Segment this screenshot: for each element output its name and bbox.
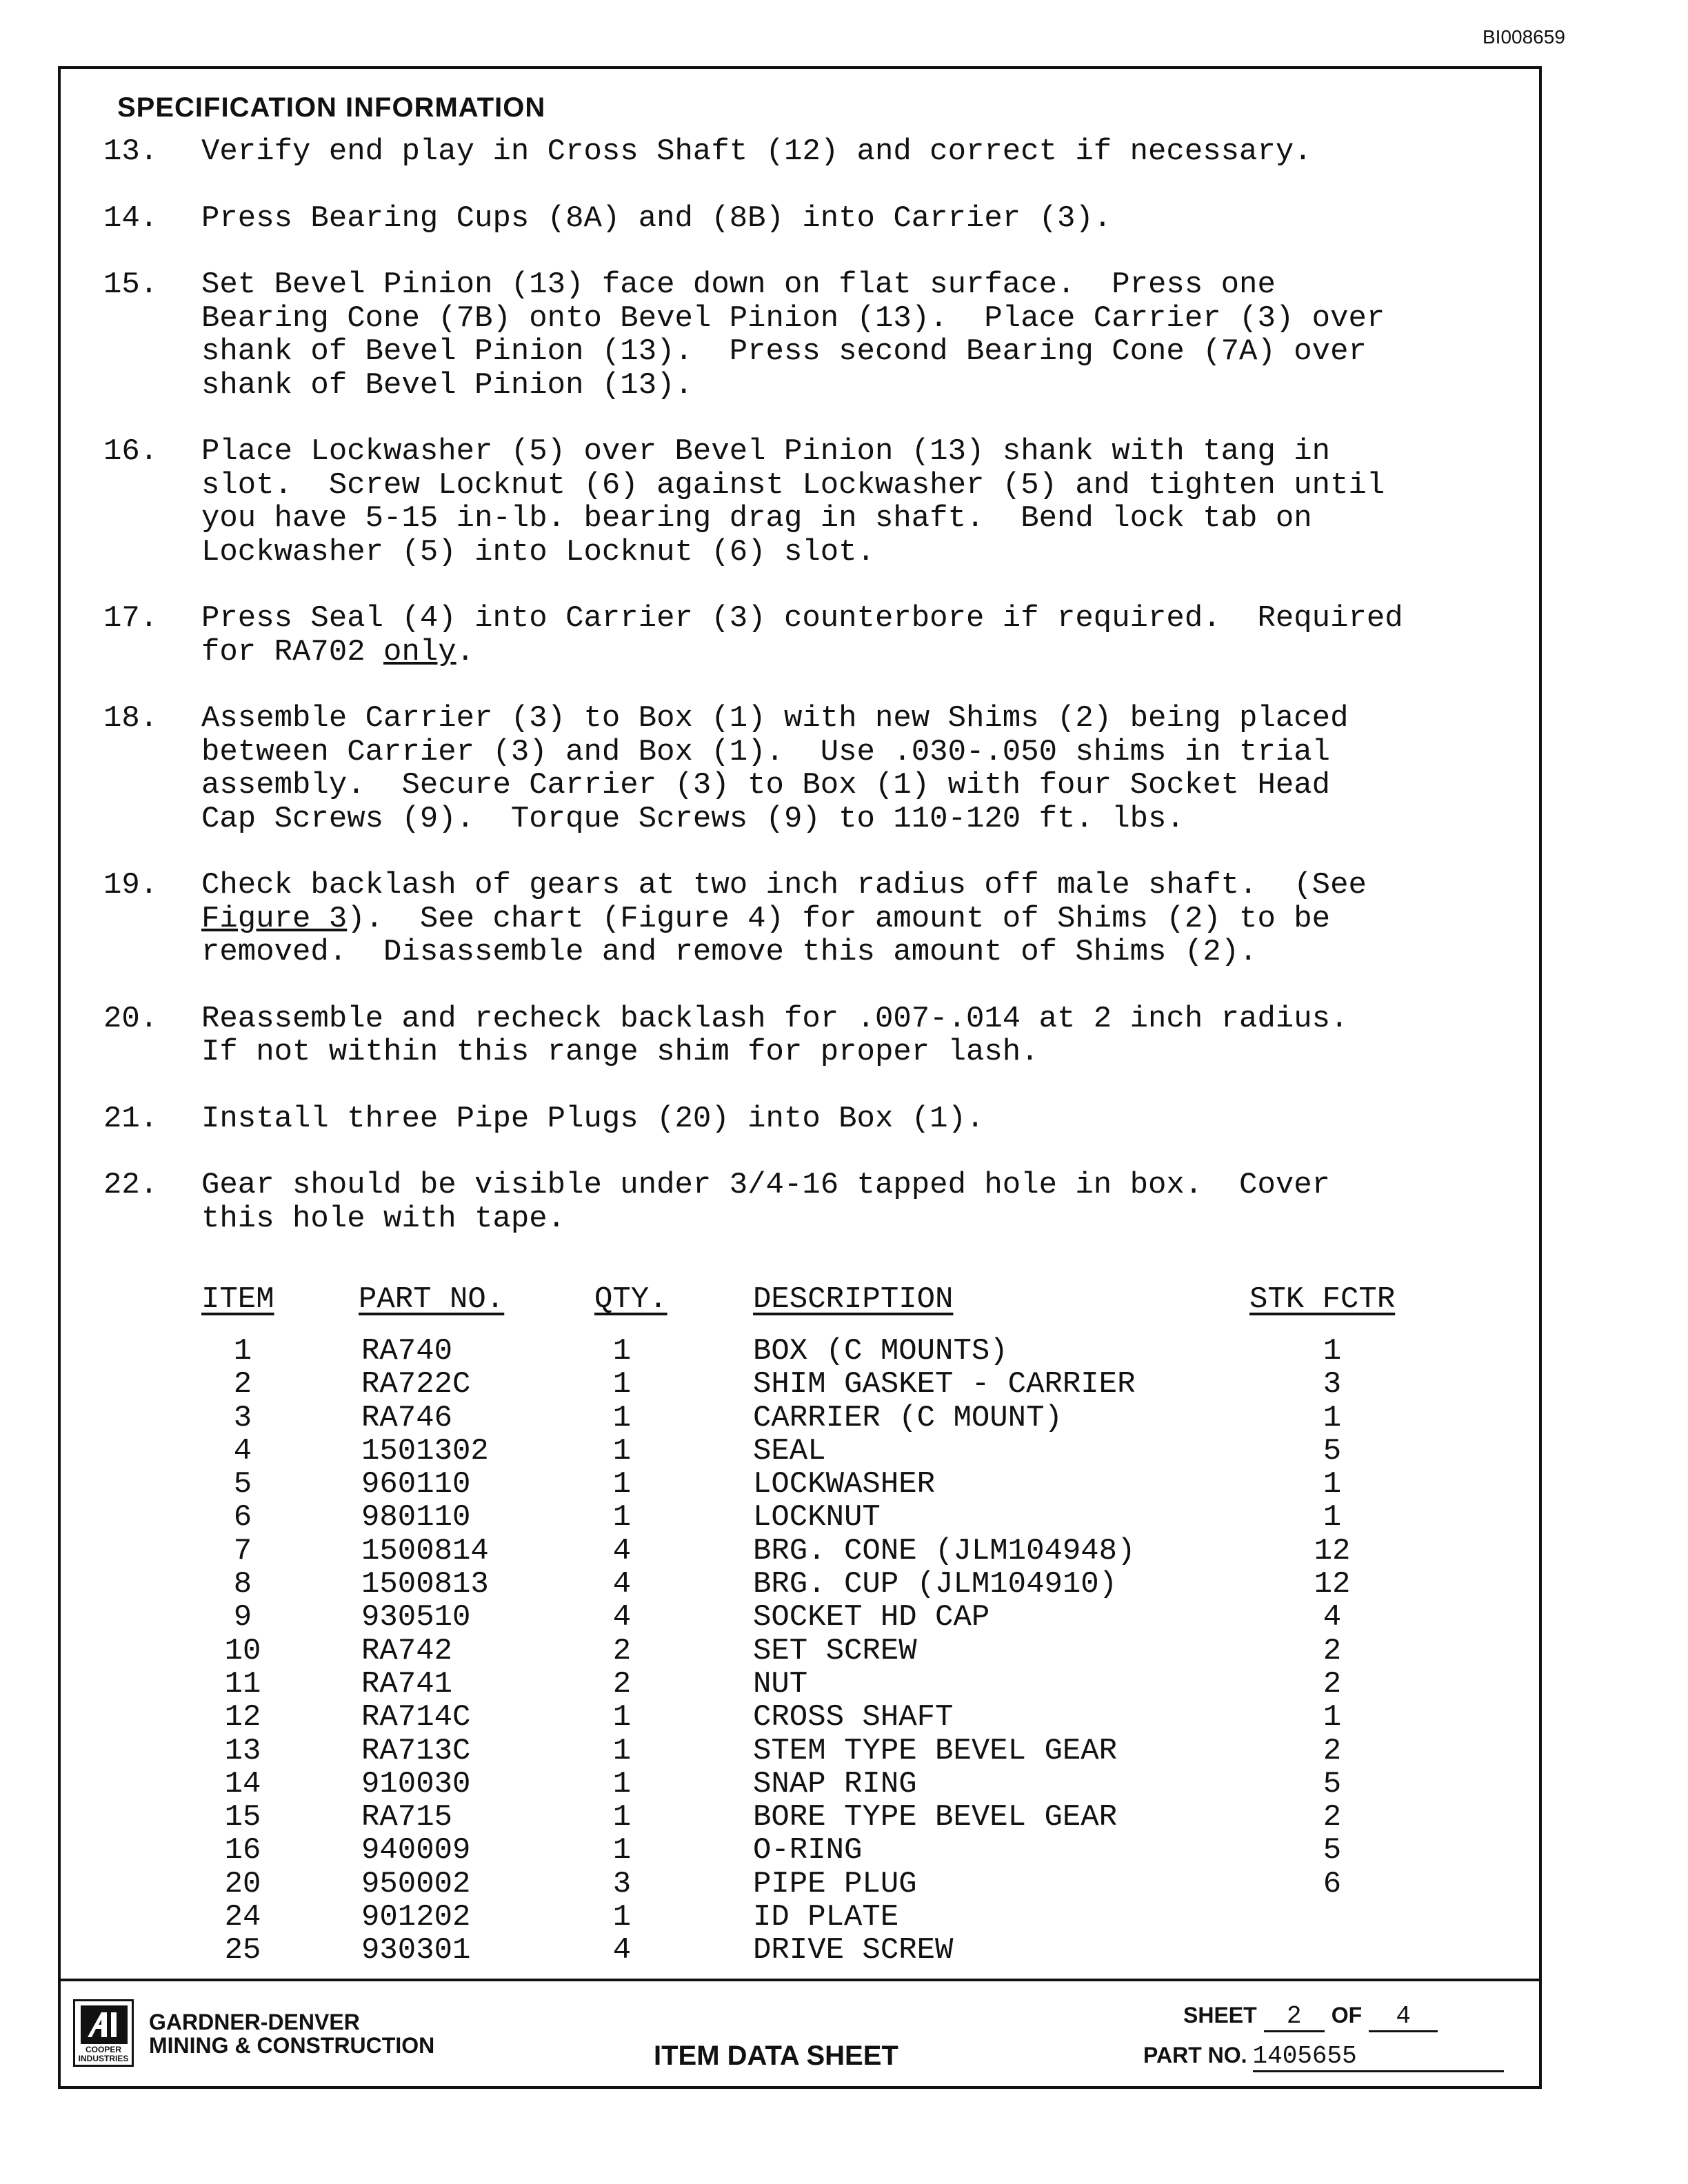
cell-part-no: 950002 [361, 1866, 471, 1901]
company-line-1: GARDNER-DENVER [149, 2010, 360, 2034]
logo-mark-icon [81, 2005, 128, 2044]
table-row [201, 1735, 1511, 1768]
header-part-no: PART NO. [359, 1282, 505, 1317]
cell-stk-fctr: 12 [1314, 1533, 1351, 1568]
cell-item: 20 [224, 1866, 261, 1901]
cell-part-no: RA741 [361, 1666, 453, 1701]
cell-part-no: 1500814 [361, 1533, 489, 1568]
cell-stk-fctr: 1 [1323, 1334, 1342, 1368]
cell-item: 16 [224, 1833, 261, 1868]
cell-stk-fctr: 2 [1323, 1800, 1342, 1835]
logo-caption: COOPER INDUSTRIES [78, 2045, 129, 2063]
cell-part-no: 960110 [361, 1467, 471, 1502]
cell-stk-fctr: 1 [1323, 1400, 1342, 1435]
step-number: 19. [103, 868, 159, 902]
step-number: 16. [103, 434, 159, 469]
cell-stk-fctr: 2 [1323, 1733, 1342, 1768]
cell-stk-fctr: 5 [1323, 1833, 1342, 1868]
table-row [201, 1801, 1511, 1834]
cell-description: BRG. CUP (JLM104910) [753, 1567, 1118, 1602]
step-line: shank of Bevel Pinion (13). [201, 367, 693, 403]
cell-qty: 1 [612, 1766, 632, 1801]
cell-part-no: RA746 [361, 1400, 453, 1435]
table-row [201, 1901, 1511, 1934]
cell-qty: 1 [612, 1500, 632, 1535]
step-line: you have 5-15 in-lb. bearing drag in shaft. Bend lock tab on [201, 501, 1312, 536]
step-number: 22. [103, 1168, 159, 1202]
cell-stk-fctr: 2 [1323, 1666, 1342, 1701]
cell-stk-fctr: 5 [1323, 1433, 1342, 1468]
cell-qty: 4 [612, 1567, 632, 1602]
cell-description: LOCKNUT [753, 1500, 881, 1535]
cell-part-no: 930301 [361, 1933, 471, 1968]
step-line-text: ). See chart (Figure 4) for amount of Shims (2) to be [347, 901, 1331, 936]
company-line-2: MINING & CONSTRUCTION [149, 2033, 435, 2058]
step [103, 702, 1524, 836]
step-number: 20. [103, 1001, 159, 1036]
cell-qty: 1 [612, 1334, 632, 1368]
step-number: 15. [103, 267, 159, 302]
cell-part-no: RA722C [361, 1367, 471, 1402]
table-row [201, 1501, 1511, 1534]
cell-qty: 3 [612, 1866, 632, 1901]
step-number: 18. [103, 701, 159, 736]
cell-description: NUT [753, 1666, 808, 1701]
cell-item: 10 [224, 1633, 261, 1668]
step-line [201, 902, 1367, 936]
cell-description: SET SCREW [753, 1633, 917, 1668]
step-line: Check backlash of gears at two inch radius off male shaft. (See [201, 868, 1367, 902]
step-underlined-text: only [383, 634, 456, 669]
table-row [201, 1768, 1511, 1801]
sheet-label: SHEET [1183, 2003, 1257, 2028]
step-line: Press Bearing Cups (8A) and (8B) into Carrier (3). [201, 201, 1112, 236]
sheet-title: ITEM DATA SHEET [654, 2041, 898, 2071]
company-logo [73, 1999, 134, 2067]
footer-divider [61, 1979, 1539, 1981]
step-underlined-text: Figure 3 [201, 901, 348, 936]
cell-description: CARRIER (C MOUNT) [753, 1400, 1063, 1435]
step-line: removed. Disassemble and remove this amount of Shims (2). [201, 935, 1258, 969]
step-line: Verify end play in Cross Shaft (12) and correct if necessary. [201, 134, 1312, 169]
part-number [1143, 2042, 1504, 2072]
table-row [201, 1701, 1511, 1734]
step-text [201, 268, 1385, 402]
table-row [201, 1635, 1511, 1668]
step-number: 17. [103, 601, 159, 636]
step [103, 135, 1524, 169]
step-line: between Carrier (3) and Box (1). Use .030-.050 shims in trial [201, 734, 1331, 769]
cell-qty: 4 [612, 1533, 632, 1568]
spec-heading: SPECIFICATION INFORMATION [117, 92, 546, 123]
table-row [201, 1601, 1511, 1634]
cell-item: 3 [233, 1400, 252, 1435]
cell-stk-fctr: 3 [1323, 1367, 1342, 1402]
step-line [201, 636, 1403, 669]
cell-item: 11 [224, 1666, 261, 1701]
cell-stk-fctr: 12 [1314, 1567, 1351, 1602]
cell-item: 24 [224, 1900, 261, 1935]
step [103, 1102, 1524, 1136]
cell-stk-fctr: 5 [1323, 1766, 1342, 1801]
of-label: OF [1331, 2003, 1363, 2028]
step [103, 602, 1524, 669]
company-name [149, 2010, 434, 2057]
cell-item: 1 [233, 1334, 252, 1368]
cell-description: O-RING [753, 1833, 863, 1868]
cell-item: 2 [233, 1367, 252, 1402]
step-number: 13. [103, 134, 159, 169]
step-line: Bearing Cone (7B) onto Bevel Pinion (13). Place Carrier (3) over [201, 301, 1385, 336]
cell-qty: 1 [612, 1833, 632, 1868]
cell-stk-fctr: 1 [1323, 1500, 1342, 1535]
instruction-steps [103, 135, 1524, 1268]
cell-item: 25 [224, 1933, 261, 1968]
step-line: Install three Pipe Plugs (20) into Box (1). [201, 1101, 985, 1136]
table-row [201, 1368, 1511, 1401]
cell-item: 8 [233, 1567, 252, 1602]
cell-item: 4 [233, 1433, 252, 1468]
step-line: Press Seal (4) into Carrier (3) counterbore if required. Required [201, 601, 1403, 636]
cell-stk-fctr: 4 [1323, 1600, 1342, 1635]
cell-description: BORE TYPE BEVEL GEAR [753, 1800, 1118, 1835]
cell-item: 6 [233, 1500, 252, 1535]
step-line: Assemble Carrier (3) to Box (1) with new Shims (2) being placed [201, 701, 1349, 736]
step-text [201, 202, 1112, 236]
sheet-number [1183, 2002, 1438, 2032]
cell-stk-fctr [1249, 1901, 1415, 1934]
table-row [201, 1435, 1511, 1468]
cell-item: 13 [224, 1733, 261, 1768]
cell-part-no: 930510 [361, 1600, 471, 1635]
table-header-row [201, 1282, 1511, 1317]
step-number: 21. [103, 1101, 159, 1136]
cell-description: SNAP RING [753, 1766, 917, 1801]
cell-description: SHIM GASKET - CARRIER [753, 1367, 1136, 1402]
cell-description: BOX (C MOUNTS) [753, 1334, 1008, 1368]
cell-description: LOCKWASHER [753, 1467, 936, 1502]
step-text [201, 435, 1385, 569]
cell-item: 5 [233, 1467, 252, 1502]
step-line: Place Lockwasher (5) over Bevel Pinion (13) shank with tang in [201, 434, 1331, 469]
step-line-text: . [456, 634, 475, 669]
cell-part-no: RA713C [361, 1733, 471, 1768]
document-id: BI008659 [1483, 26, 1565, 48]
table-row [201, 1868, 1511, 1901]
step-line: Cap Screws (9). Torque Screws (9) to 110-120 ft. lbs. [201, 801, 1185, 836]
step-line: assembly. Secure Carrier (3) to Box (1) with four Socket Head [201, 768, 1331, 802]
cell-qty: 1 [612, 1700, 632, 1735]
table-row [201, 1668, 1511, 1701]
header-qty: QTY. [594, 1282, 667, 1317]
cell-qty: 1 [612, 1400, 632, 1435]
cell-qty: 2 [612, 1666, 632, 1701]
table-row [201, 1535, 1511, 1568]
cell-qty: 2 [612, 1633, 632, 1668]
cell-item: 9 [233, 1600, 252, 1635]
cell-qty: 1 [612, 1733, 632, 1768]
step-text [201, 1002, 1348, 1069]
table-row [201, 1335, 1511, 1368]
of-value: 4 [1369, 2002, 1438, 2032]
cell-description: SEAL [753, 1433, 826, 1468]
cell-part-no: 910030 [361, 1766, 471, 1801]
cell-stk-fctr: 1 [1323, 1700, 1342, 1735]
step-text [201, 1102, 984, 1136]
cell-part-no: 980110 [361, 1500, 471, 1535]
step-line: shank of Bevel Pinion (13). Press second Bearing Cone (7A) over [201, 334, 1367, 369]
cell-stk-fctr [1249, 1934, 1415, 1967]
cell-item: 7 [233, 1533, 252, 1568]
cell-item: 12 [224, 1700, 261, 1735]
step [103, 202, 1524, 236]
step [103, 869, 1524, 969]
cell-stk-fctr: 1 [1323, 1467, 1342, 1502]
cell-part-no: RA715 [361, 1800, 453, 1835]
step-text [201, 135, 1312, 169]
step-text [201, 1169, 1330, 1235]
cell-description: PIPE PLUG [753, 1866, 917, 1901]
page-frame [58, 66, 1542, 2089]
cell-description: CROSS SHAFT [753, 1700, 954, 1735]
cell-part-no: RA742 [361, 1633, 453, 1668]
cell-part-no: RA714C [361, 1700, 471, 1735]
cell-part-no: 901202 [361, 1900, 471, 1935]
step-line: slot. Screw Locknut (6) against Lockwasher (5) and tighten until [201, 467, 1385, 503]
cell-qty: 1 [612, 1367, 632, 1402]
table-body [201, 1335, 1511, 1968]
header-stk-fctr: STK FCTR [1249, 1282, 1396, 1317]
cell-qty: 1 [612, 1433, 632, 1468]
step-text [201, 702, 1348, 836]
step [103, 268, 1524, 402]
cell-part-no: 1501302 [361, 1433, 489, 1468]
table-row [201, 1468, 1511, 1501]
cell-item: 14 [224, 1766, 261, 1801]
header-item: ITEM [201, 1282, 274, 1317]
cell-qty: 1 [612, 1800, 632, 1835]
cell-part-no: RA740 [361, 1334, 453, 1368]
cell-qty: 4 [612, 1933, 632, 1968]
table-row [201, 1402, 1511, 1435]
step-line: If not within this range shim for proper lash. [201, 1035, 1039, 1069]
step-text [201, 869, 1367, 969]
step-line: Lockwasher (5) into Locknut (6) slot. [201, 534, 875, 569]
cell-qty: 1 [612, 1900, 632, 1935]
parts-table [201, 1282, 1511, 1968]
step-line: Reassemble and recheck backlash for .007-.014 at 2 inch radius. [201, 1001, 1349, 1036]
cell-description: ID PLATE [753, 1900, 899, 1935]
table-row [201, 1934, 1511, 1967]
step-line: Set Bevel Pinion (13) face down on flat surface. Press one [201, 267, 1276, 302]
table-row [201, 1834, 1511, 1867]
step-text [201, 602, 1403, 669]
cell-part-no: 1500813 [361, 1567, 489, 1602]
cell-part-no: 940009 [361, 1833, 471, 1868]
header-description: DESCRIPTION [753, 1282, 954, 1317]
part-label: PART NO. [1143, 2043, 1247, 2067]
cell-stk-fctr: 2 [1323, 1633, 1342, 1668]
sheet-value: 2 [1264, 2002, 1325, 2032]
cell-item: 15 [224, 1800, 261, 1835]
cell-description: DRIVE SCREW [753, 1933, 954, 1968]
step [103, 1169, 1524, 1235]
step-line-text: for RA702 [201, 634, 384, 669]
part-value: 1405655 [1253, 2042, 1504, 2072]
cell-stk-fctr: 6 [1323, 1866, 1342, 1901]
cell-qty: 1 [612, 1467, 632, 1502]
step-number: 14. [103, 201, 159, 236]
cell-description: STEM TYPE BEVEL GEAR [753, 1733, 1118, 1768]
step [103, 1002, 1524, 1069]
cell-qty: 4 [612, 1600, 632, 1635]
step-line: Gear should be visible under 3/4-16 tapped hole in box. Cover [201, 1168, 1331, 1202]
cell-description: BRG. CONE (JLM104948) [753, 1533, 1136, 1568]
table-row [201, 1568, 1511, 1601]
step [103, 435, 1524, 569]
cell-description: SOCKET HD CAP [753, 1600, 990, 1635]
step-line: this hole with tape. [201, 1201, 566, 1236]
